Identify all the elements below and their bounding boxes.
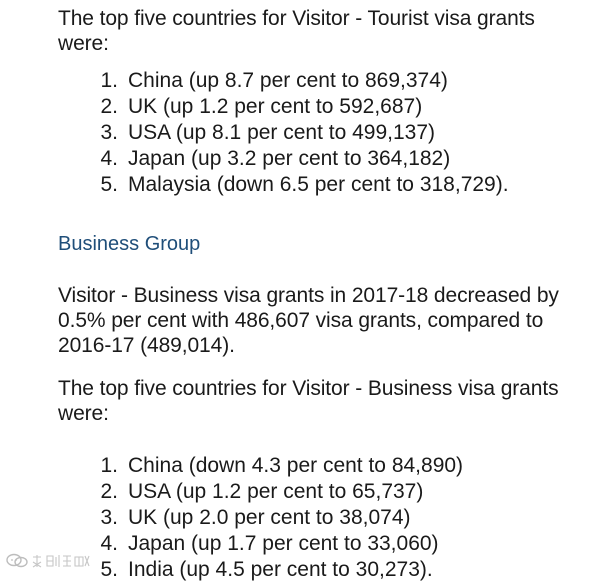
list-item [92, 505, 463, 531]
list-item-number: 4. [100, 147, 118, 170]
list-item [92, 94, 509, 120]
watermark-logo [6, 551, 96, 571]
list-item-number: 1. [100, 69, 118, 92]
list-item-number: 1. [100, 454, 118, 477]
watermark-glyphs [31, 554, 91, 568]
list-item [92, 557, 463, 583]
list-item-text: China (up 8.7 per cent to 869,374) [128, 69, 448, 92]
list-item [92, 479, 463, 505]
list-item-number: 3. [100, 121, 118, 144]
list-item-text: UK (up 1.2 per cent to 592,687) [128, 95, 423, 118]
list-item-text: USA (up 1.2 per cent to 65,737) [128, 480, 424, 503]
list-item-number: 5. [100, 173, 118, 196]
chat-bubble-logo-icon [6, 553, 28, 569]
list-item-number: 2. [100, 480, 118, 503]
list-item-text: India (up 4.5 per cent to 30,273). [128, 558, 433, 581]
business-intro-paragraph: The top five countries for Visitor - Business visa grants were: [58, 377, 559, 425]
list-item-text: Malaysia (down 6.5 per cent to 318,729). [128, 173, 509, 196]
tourist-intro-paragraph: The top five countries for Visitor - Tourist visa grants were: [58, 7, 535, 55]
list-item-number: 2. [100, 95, 118, 118]
list-item [92, 453, 463, 479]
business-group-heading: Business Group [58, 233, 201, 255]
list-item-text: UK (up 2.0 per cent to 38,074) [128, 506, 411, 529]
list-item-text: China (down 4.3 per cent to 84,890) [128, 454, 464, 477]
list-item [92, 68, 509, 94]
list-item-text: Japan (up 3.2 per cent to 364,182) [128, 147, 451, 170]
list-item-number: 4. [100, 532, 118, 555]
list-item [92, 531, 463, 557]
list-item-text: USA (up 8.1 per cent to 499,137) [128, 121, 436, 144]
list-item [92, 146, 509, 172]
list-item-number: 5. [100, 558, 118, 581]
list-item-number: 3. [100, 506, 118, 529]
business-country-list [92, 453, 463, 583]
list-item-text: Japan (up 1.7 per cent to 33,060) [128, 532, 439, 555]
list-item [92, 120, 509, 146]
list-item [92, 172, 509, 198]
business-summary-paragraph: Visitor - Business visa grants in 2017-18 decreased by 0.5% per cent with 486,607 visa grants, compared to 2016-17 (489,014). [58, 284, 559, 357]
tourist-country-list [92, 68, 509, 198]
